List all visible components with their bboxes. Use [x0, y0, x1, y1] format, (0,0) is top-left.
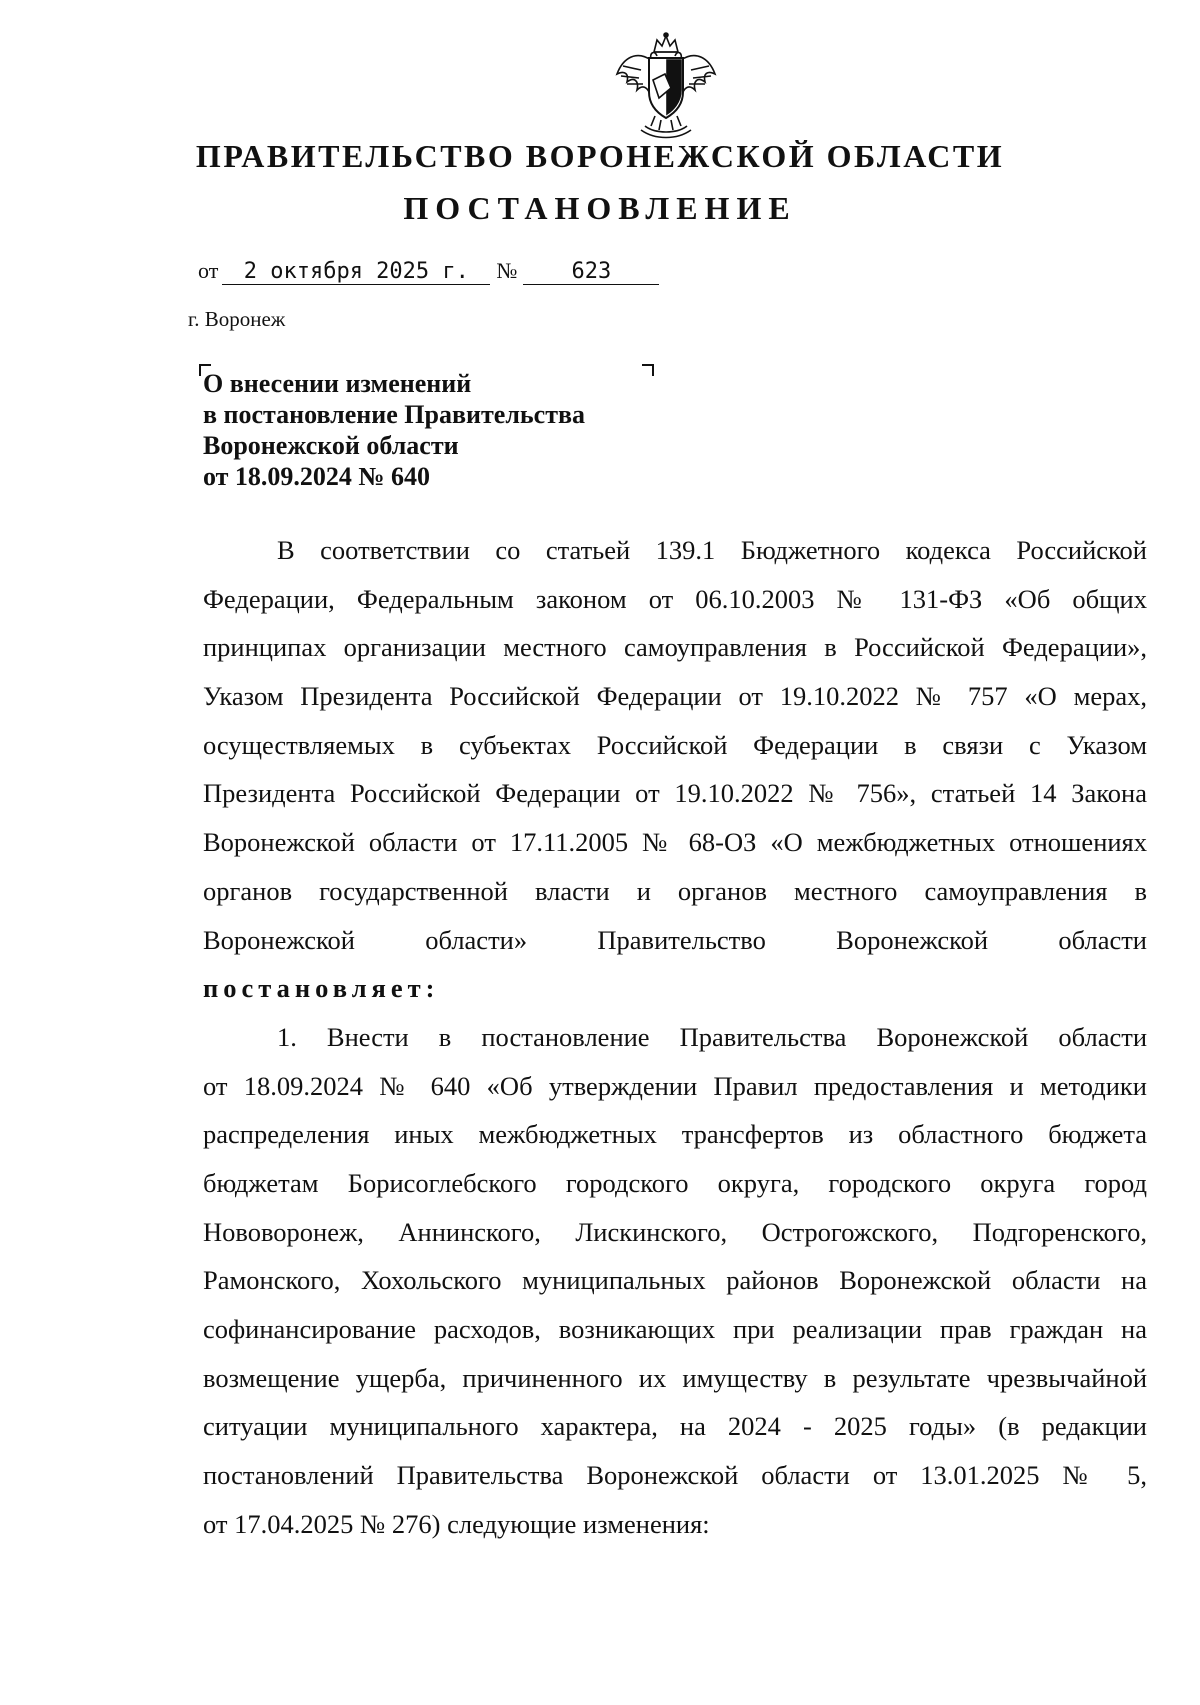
item-line: Нововоронеж, Аннинского, Лискинского, Острогожского, Подгоренского, — [203, 1216, 1147, 1247]
document-subject — [203, 368, 663, 492]
document-type-title: ПОСТАНОВЛЕНИЕ — [403, 190, 797, 226]
subject-line: О внесении изменений — [203, 369, 472, 398]
coat-of-arms-emblem — [611, 30, 721, 140]
preamble-line: органов государственной власти и органов местного самоуправления в — [203, 875, 1147, 906]
item-line: софинансирование расходов, возникающих при реализации прав граждан на — [203, 1314, 1147, 1344]
item-line: постановлений Правительства Воронежской области от 13.01.2025 № 5, — [203, 1460, 1147, 1491]
preamble-line: Указом Президента Российской Федерации от 19.10.2022 № 757 «О мерах, — [203, 681, 1147, 712]
preamble-line: Воронежской области от 17.11.2005 № 68-ОЗ «О межбюджетных отношениях — [203, 827, 1147, 858]
preamble-line: принципах организации местного самоуправления в Российской Федерации», — [203, 632, 1147, 663]
government-title: ПРАВИТЕЛЬСТВО ВОРОНЕЖСКОЙ ОБЛАСТИ — [195, 138, 1005, 174]
item-line: Рамонского, Хохольского муниципальных районов Воронежской области на — [203, 1265, 1147, 1296]
number-sign: № — [496, 258, 518, 283]
subject-line: от 18.09.2024 № 640 — [203, 462, 431, 491]
item-line: 1. Внести в постановление Правительства Воронежской области — [277, 1021, 1147, 1052]
date-number-row — [198, 258, 659, 285]
item-line: бюджетам Борисоглебского городского округа, городского округа город — [203, 1167, 1147, 1198]
city-label: г. Воронеж — [188, 307, 286, 331]
preamble-line: Воронежской области» Правительство Воронежской области — [203, 924, 1147, 955]
item-line: от 17.04.2025 № 276) следующие изменения: — [203, 1508, 710, 1539]
item-line: возмещение ущерба, причиненного их имуществу в результате чрезвычайной — [203, 1362, 1147, 1393]
document-date: 2 октября 2025 г. — [222, 260, 490, 285]
date-prefix: от — [198, 258, 219, 283]
item-line: распределения иных межбюджетных трансфертов из областного бюджета — [203, 1119, 1147, 1150]
item-line: ситуации муниципального характера, на 2024 - 2025 годы» (в редакции — [203, 1411, 1147, 1442]
document-number: 623 — [523, 260, 659, 285]
preamble-line: Президента Российской Федерации от 19.10.2022 № 756», статьей 14 Закона — [203, 778, 1147, 809]
item-line: от 18.09.2024 № 640 «Об утверждении Правил предоставления и методики — [203, 1070, 1147, 1101]
preamble-line: В соответствии со статьей 139.1 Бюджетного кодекса Российской — [277, 535, 1147, 565]
decree-word: постановляет: — [203, 973, 440, 1004]
subject-line: в постановление Правительства — [203, 400, 586, 429]
document-body — [203, 526, 1147, 1548]
preamble-line: осуществляемых в субъектах Российской Федерации в связи с Указом — [203, 729, 1147, 760]
preamble-line: Федерации, Федеральным законом от 06.10.2003 № 131-ФЗ «Об общих — [203, 583, 1147, 614]
subject-line: Воронежской области — [203, 431, 459, 460]
